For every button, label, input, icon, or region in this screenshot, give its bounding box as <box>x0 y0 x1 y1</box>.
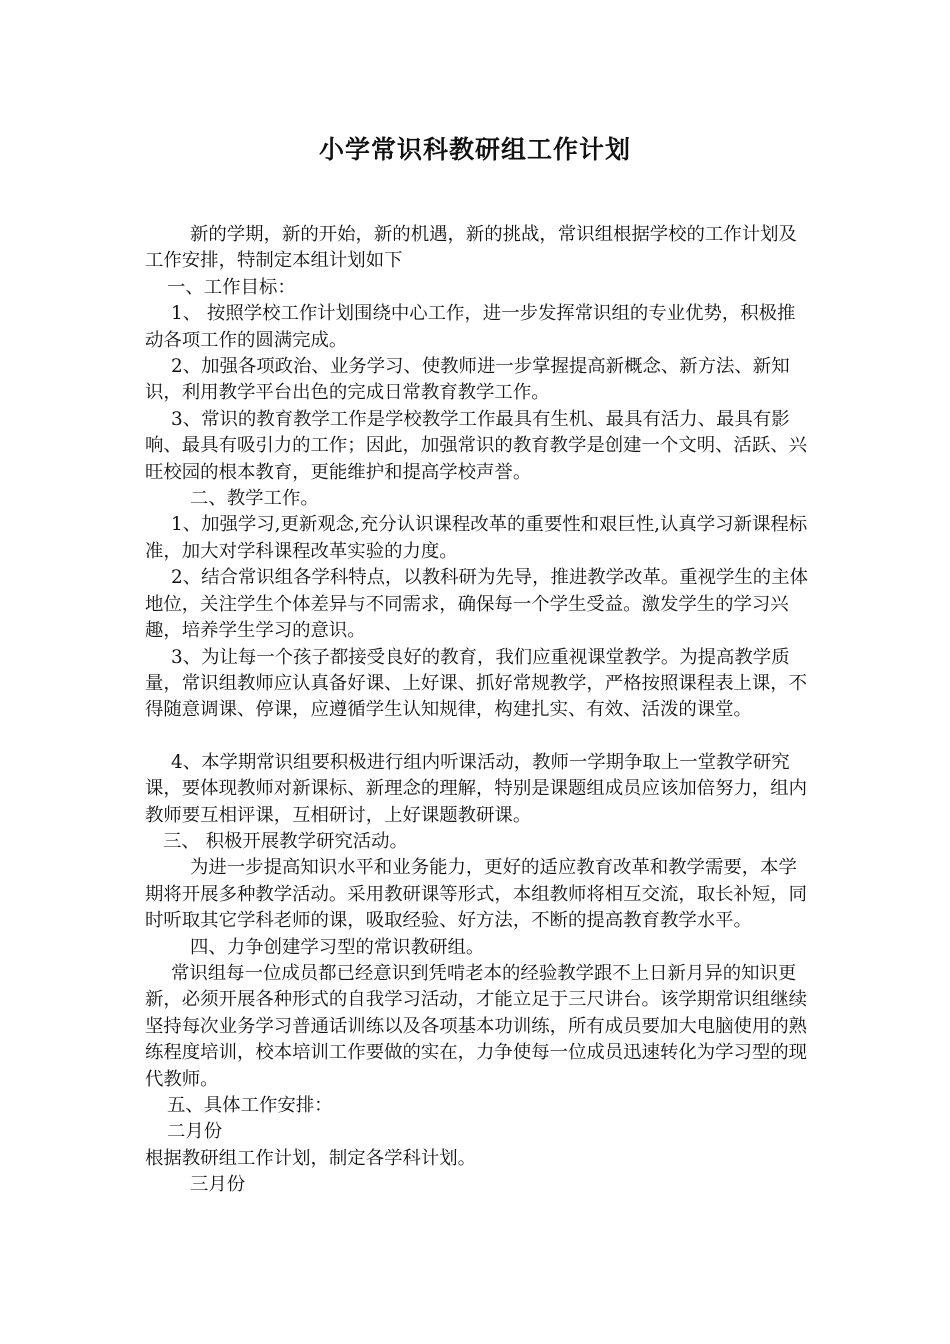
intro-paragraph: 新的学期，新的开始，新的机遇，新的挑战，常识组根据学校的工作计划及工作安排，特制定本组计划如下 <box>145 224 797 272</box>
section-heading-goals: 一、工作目标： <box>167 276 296 298</box>
schedule-month-march: 三月份 <box>190 1174 246 1196</box>
learning-group-paragraph: 常识组每一位成员都已经意识到凭啃老本的经验教学跟不上日新月异的知识更新，必须开展各种形式的自我学习活动，才能立足于三尺讲台。该学期常识组继续坚持每次业务学习普通话训练以及各项基本功训练，所有成员要加大电脑使用的熟练程度培训，校本培训工作要做的实在，力争使每一位成员迅速转化为学习型的现代教师。 <box>145 962 808 1090</box>
section-heading-learning-group: 四、力争创建学习型的常识教研组。 <box>190 936 485 958</box>
blank-line <box>145 724 813 750</box>
teaching-item-1: 1、加强学习,更新观念,充分认识课程改革的重要性和艰巨性,认真学习新课程标准，加大对学科课程改革实验的力度。 <box>145 514 808 562</box>
schedule-month-february: 二月份 <box>167 1121 223 1143</box>
goal-item-2: 2、加强各项政治、业务学习、使教师进一步掌握提高新概念、新方法、新知识，利用教学平台出色的完成日常教育教学工作。 <box>145 356 790 404</box>
section-heading-schedule: 五、具体工作安排： <box>167 1095 333 1116</box>
teaching-item-2: 2、结合常识组各学科特点，以教科研为先导，推进教学改革。重视学生的主体地位，关注学生个体差异与不同需求，确保每一个学生受益。激发学生的学习兴趣，培养学生学习的意识。 <box>145 567 808 642</box>
teaching-item-3: 3、为让每一个孩子都接受良好的教育，我们应重视课堂教学。为提高教学质量，常识组教师应认真备好课、上好课、抓好常规教学，严格按照课程表上课，不得随意调课、停课，应遵循学生认知规律，构建扎实、有效、活泼的课堂。 <box>145 646 808 721</box>
goal-item-3: 3、常识的教育教学工作是学校教学工作最具有生机、最具有活力、最具有影响、最具有吸引力的工作；因此，加强常识的教育教学是创建一个文明、活跃、兴旺校园的根本教育，更能维护和提高学校声誉。 <box>145 408 808 483</box>
goal-item-1: 1、 按照学校工作计划围绕中心工作，进一步发挥常识组的专业优势，积极推动各项工作的圆满完成。 <box>145 303 796 351</box>
section-heading-teaching: 二、教学工作。 <box>190 488 319 510</box>
document-title: 小学常识科教研组工作计划 <box>318 135 631 164</box>
teaching-item-4: 4、本学期常识组要积极进行组内听课活动，教师一学期争取上一堂教学研究课，要体现教师对新课标、新理念的理解，特别是课题组成员应该加倍努力，组内教师要互相评课，互相研讨，上好课题教研课。 <box>145 751 808 826</box>
research-paragraph: 为进一步提高知识水平和业务能力，更好的适应教育改革和教学需要，本学期将开展多种教学活动。采用教研课等形式，本组教师将相互交流，取长补短，同时听取其它学科老师的课，吸取经验、好方法，不断的提高教育教学水平。 <box>145 857 808 932</box>
schedule-february-task: 根据教研组工作计划，制定各学科计划。 <box>145 1147 477 1169</box>
document-body <box>145 222 813 1199</box>
section-heading-research: 三、 积极开展教学研究活动。 <box>163 830 408 852</box>
